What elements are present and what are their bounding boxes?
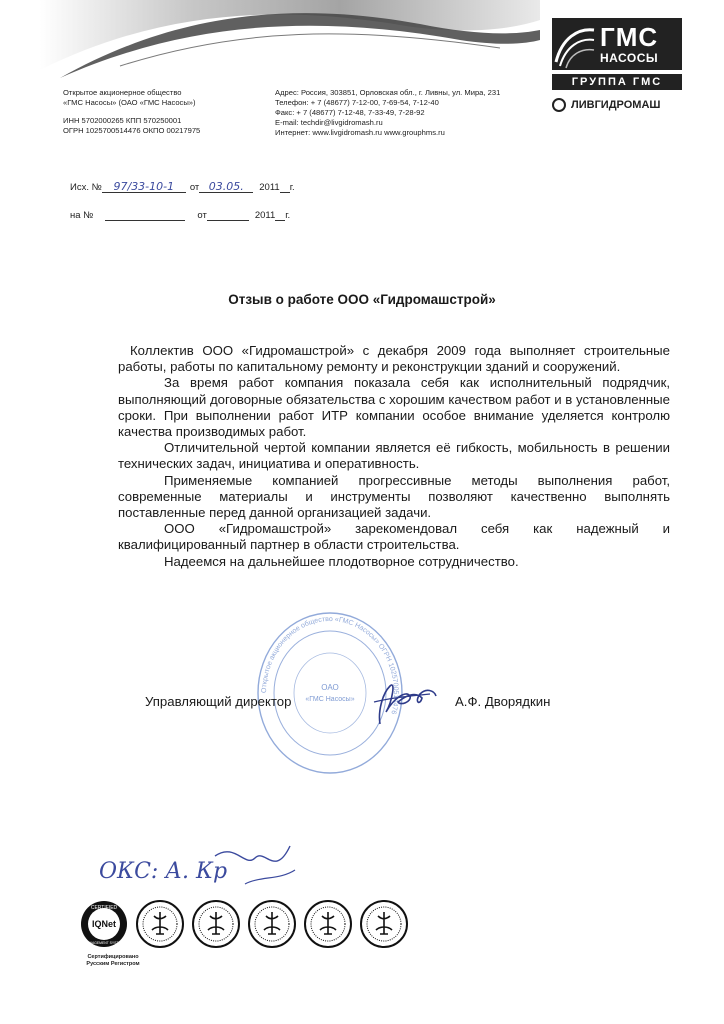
- paragraph: Коллектив ООО «Гидромашстрой» с декабря 2009 года выполняет строительные работы, работы по капитальному ремонту и реконструкции зданий и сооружений.: [118, 343, 670, 375]
- in-ref-number-blank: [105, 208, 185, 221]
- iqnet-badge-bottom: MANAGEMENT SYSTEM: [84, 941, 124, 945]
- in-ref-label: на №: [70, 210, 94, 221]
- company-contact-info: [275, 88, 550, 138]
- subsidiary-name: ЛИВГИДРОМАШ: [571, 99, 661, 111]
- stamp-center-line1: ОАО: [321, 683, 339, 692]
- out-ref-from-label: от: [189, 182, 200, 193]
- register-certificate-badge: [136, 900, 184, 948]
- out-ref-label: Исх. №: [70, 182, 102, 193]
- company-name: «ГМС Насосы» (ОАО «ГМС Насосы»): [63, 98, 196, 107]
- company-ogrn-okpo: ОГРН 1025700514476 ОКПО 00217975: [63, 126, 201, 135]
- in-ref-from-label: от: [197, 210, 207, 221]
- subsidiary-logo: [552, 98, 682, 112]
- register-certificate-badge: [192, 900, 240, 948]
- logo-main-plate: [552, 18, 682, 70]
- iqnet-badge-top: CERTIFIED: [90, 905, 118, 911]
- company-fax: Факс: + 7 (48677) 7-12-48, 7-33-49, 7-28-92: [275, 108, 425, 117]
- company-email: E-mail: techdir@livgidromash.ru: [275, 118, 383, 127]
- paragraph: Применяемые компанией прогрессивные методы выполнения работ, современные материалы и инструменты позволяют качественно выполнять поставленные перед данной организацией задачи.: [118, 472, 670, 521]
- cert-note-line1: Сертифицировано: [87, 954, 139, 960]
- subsidiary-circle-icon: [552, 98, 566, 112]
- stamp-center-line2: «ГМС Насосы»: [305, 696, 355, 703]
- iqnet-certified-badge: [80, 900, 128, 948]
- company-website: Интернет: www.livgidromash.ru www.grouphms.ru: [275, 128, 445, 137]
- company-address: Адрес: Россия, 303851, Орловская обл., г. Ливны, ул. Мира, 231: [275, 88, 501, 97]
- header-swoosh-graphic: [40, 0, 540, 80]
- logo-product-text: НАСОСЫ: [600, 51, 659, 65]
- company-phone: Телефон: + 7 (48677) 7-12-00, 7-69-54, 7-12-40: [275, 98, 439, 107]
- cert-note-line2: Русским Регистром: [86, 961, 140, 967]
- paragraph: За время работ компания показала себя как исполнительный подрядчик, выполняющий договорные обязательства с хорошим качеством работ и в установленные сроки. При выполнении работ ИТР компании особое внимание уделяется контролю качества производимых работ.: [118, 375, 670, 440]
- in-ref-date-blank: [207, 208, 249, 221]
- handwritten-signature: [350, 672, 450, 732]
- company-registration-info: [63, 88, 273, 136]
- incoming-reference: [70, 208, 290, 221]
- out-ref-date: 03.05.: [208, 180, 244, 193]
- letter-title: Отзыв о работе ООО «Гидромашстрой»: [228, 292, 496, 307]
- company-logo: [552, 18, 682, 112]
- out-ref-number: 97/33-10-1: [113, 180, 175, 193]
- in-ref-year-suffix: г.: [285, 210, 291, 221]
- logo-group-text: ГРУППА ГМС: [552, 74, 682, 90]
- register-certificate-badge: [360, 900, 408, 948]
- out-ref-year: 2011: [259, 182, 280, 193]
- signatory-name: А.Ф. Дворядкин: [455, 694, 551, 709]
- paragraph: Надеемся на дальнейшее плодотворное сотрудничество.: [164, 553, 519, 569]
- iqnet-badge-brand: IQNet: [91, 919, 117, 929]
- register-certificate-badge: [248, 900, 296, 948]
- paragraph: ООО «Гидромашстрой» зарекомендовал себя как надежный и квалифицированный партнер в области строительства.: [118, 521, 670, 553]
- stamp-ring-text: Открытое акционерное общество «ГМС Насосы» ОГРН 1025700514476: [260, 615, 400, 715]
- out-ref-year-suffix: г.: [289, 182, 295, 193]
- letter-body: [118, 343, 670, 570]
- in-ref-year: 2011: [254, 210, 276, 221]
- paragraph: Отличительной чертой компании является её гибкость, мобильность в решении технических задач, инициатива и оперативность.: [118, 440, 670, 472]
- register-certificate-badge: [304, 900, 352, 948]
- company-inn-kpp: ИНН 5702000265 КПП 570250001: [63, 116, 182, 125]
- handwritten-note-text: ОКС: А. Кр: [99, 859, 228, 884]
- company-type: Открытое акционерное общество: [63, 88, 182, 97]
- certification-note: [78, 954, 148, 968]
- outgoing-reference: [70, 180, 295, 193]
- handwritten-note: [95, 838, 305, 898]
- logo-brand-text: ГМС: [600, 22, 659, 52]
- signatory-position: Управляющий директор: [145, 694, 292, 709]
- logo-swirl-icon: [552, 18, 596, 70]
- certification-badges: [80, 900, 408, 948]
